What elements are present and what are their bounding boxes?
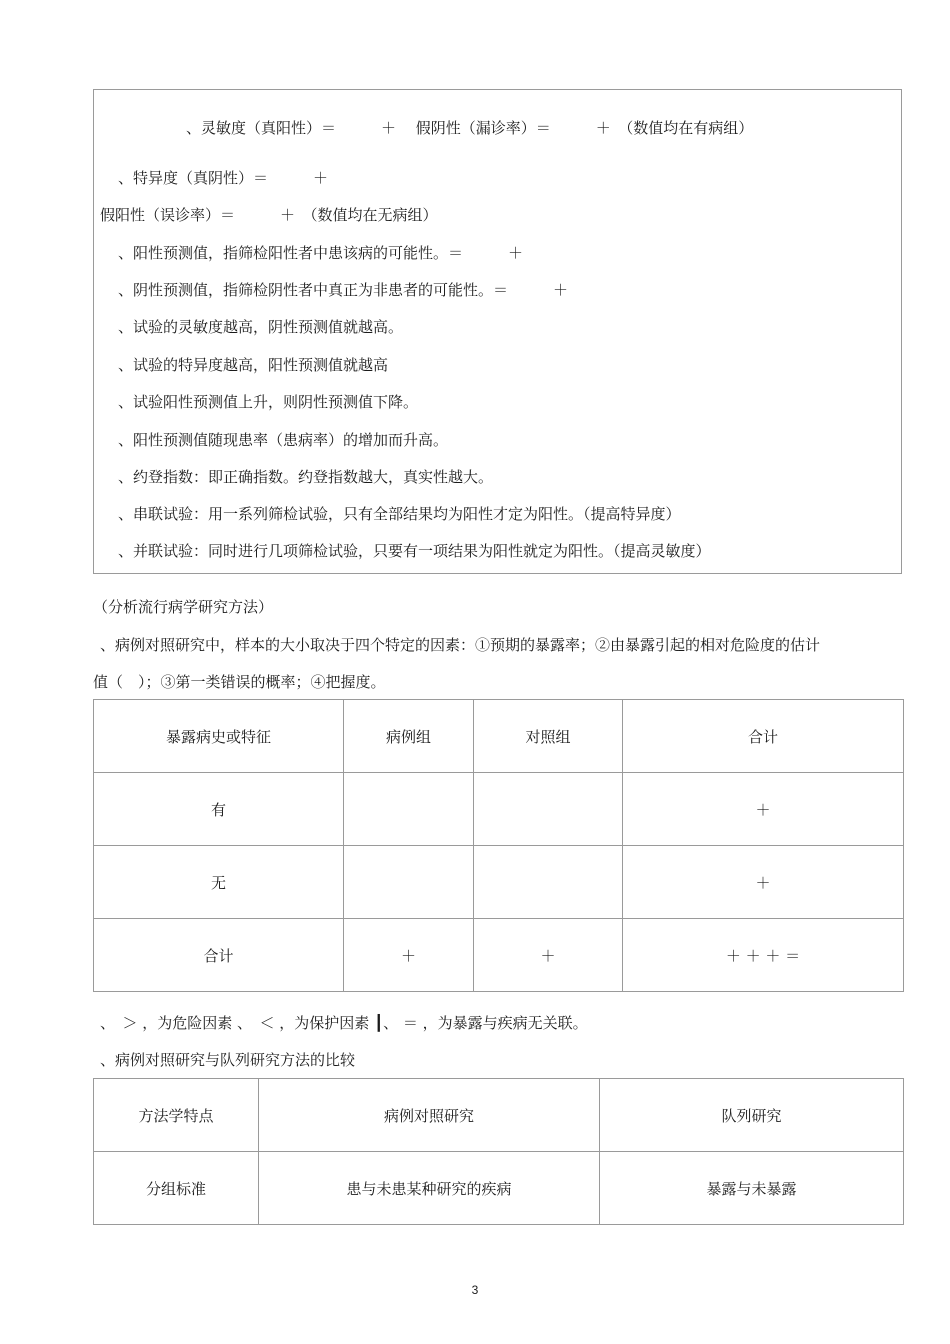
box-line-npv: 、阴性预测值，指筛检阴性者中真正为非患者的可能性。＝ ＋ [118,281,569,299]
paragraph-line-1: 、病例对照研究中，样本的大小取决于四个特定的因素：①预期的暴露率；②由暴露引起的相对危险度的估计 [100,636,821,654]
table-cell: ＋ [474,919,623,992]
table-cell: ＋ ＋ ＋ ＝ [623,919,904,992]
table-row [94,919,904,992]
table-header-cell: 对照组 [474,700,623,773]
table-header-cell: 队列研究 [600,1079,904,1152]
case-control-table [93,699,904,992]
table-header-cell: 暴露病史或特征 [94,700,344,773]
table-cell [474,773,623,846]
table-cell [344,773,474,846]
page-number: 3 [471,1283,479,1297]
table-row [94,846,904,919]
box-line-ppv-npv: 、试验阳性预测值上升，则阴性预测值下降。 [118,393,419,411]
table-cell: ＋ [344,919,474,992]
table-cell [344,846,474,919]
table-row [94,773,904,846]
table-header-cell: 病例组 [344,700,474,773]
table-cell [474,846,623,919]
box-line-serial: 、串联试验：用一系列筛检试验，只有全部结果均为阳性才定为阳性。（提高特异度） [118,505,681,523]
table-header-cell: 病例对照研究 [259,1079,600,1152]
box-line-parallel: 、并联试验：同时进行几项筛检试验，只要有一项结果为阳性就定为阳性。（提高灵敏度） [118,542,711,560]
table-header-cell: 方法学特点 [94,1079,259,1152]
box-line-ppv: 、阳性预测值，指筛检阳性者中患该病的可能性。＝ ＋ [118,244,524,262]
table-cell: 有 [94,773,344,846]
box-line-sensitivity: 、灵敏度（真阳性）＝ ＋ 假阴性（漏诊率）＝ ＋ （数值均在有病组） [186,119,754,137]
table-cell: 无 [94,846,344,919]
table-row [94,1152,904,1225]
box-line-sens-npv: 、试验的灵敏度越高，阴性预测值就越高。 [118,318,404,336]
box-line-false-positive: 假阳性（误诊率）＝ ＋ （数值均在无病组） [100,206,438,224]
box-line-spec-ppv: 、试验的特异度越高，阳性预测值就越高 [118,356,389,374]
paragraph-line-2: 值（ ）；③第一类错误的概率；④把握度。 [93,673,386,691]
table-cell: ＋ [623,773,904,846]
table-header-row [94,1079,904,1152]
box-line-youden: 、约登指数：即正确指数。约登指数越大，真实性越大。 [118,468,494,486]
comparison-table [93,1078,904,1225]
table-cell: 合计 [94,919,344,992]
table-cell: 暴露与未暴露 [600,1152,904,1225]
table-cell: 分组标准 [94,1152,259,1225]
box-line-prevalence: 、阳性预测值随现患率（患病率）的增加而升高。 [118,431,449,449]
odds-ratio-line: 、 ＞ ，为危险因素 、 ＜ ，为保护因素 ┃、 ＝ ，为暴露与疾病无关联。 [100,1014,588,1032]
section-heading: （分析流行病学研究方法） [93,598,274,616]
table-header-row [94,700,904,773]
table-cell: ＋ [623,846,904,919]
table-cell: 患与未患某种研究的疾病 [259,1152,600,1225]
comparison-heading: 、病例对照研究与队列研究方法的比较 [100,1051,356,1069]
box-line-specificity: 、特异度（真阴性）＝ ＋ [118,169,329,187]
table-header-cell: 合计 [623,700,904,773]
